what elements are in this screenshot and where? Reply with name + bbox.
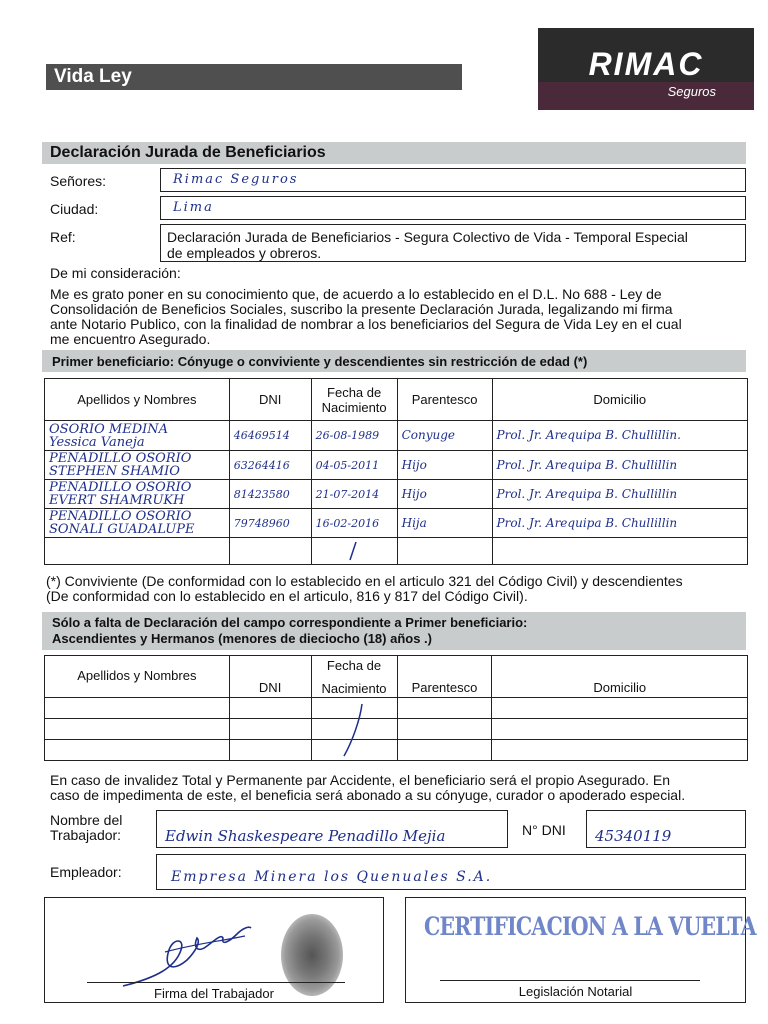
beneficiary-address-cell[interactable]: Prol. Jr. Arequipa B. Chullillin bbox=[492, 509, 747, 538]
beneficiary-name-cell[interactable] bbox=[45, 421, 230, 451]
beneficiary-name-cell[interactable] bbox=[45, 509, 230, 538]
logo-name: RIMAC bbox=[588, 46, 704, 82]
logo-subtitle: Seguros bbox=[667, 84, 716, 99]
rimac-logo bbox=[538, 28, 754, 110]
first-beneficiary-title: Primer beneficiario: Cónyuge o conviviente y descendientes sin restricción de edad (*) bbox=[52, 354, 588, 369]
worker-signature-box bbox=[44, 897, 384, 1003]
col-birth-header bbox=[311, 379, 397, 421]
ref-line-2: de empleados y obreros. bbox=[167, 245, 322, 261]
col-relation-header: Parentesco bbox=[397, 656, 492, 698]
second-beneficiary-section-bar bbox=[42, 612, 746, 650]
declaration-section-bar bbox=[42, 142, 746, 164]
footnote-line-1: (*) Conviviente (De conformidad con lo establecido en el articulo 321 del Código Civil) y descendientes bbox=[46, 573, 683, 589]
empty-cell[interactable] bbox=[397, 538, 492, 565]
col-dni-header: DNI bbox=[229, 379, 311, 421]
fingerprint-icon bbox=[281, 914, 343, 996]
name-line-2: Yessica Vaneja bbox=[49, 434, 145, 450]
first-beneficiary-footnote bbox=[46, 574, 750, 604]
col-birth-header-line1: Fecha de bbox=[327, 384, 382, 400]
beneficiary-dni-cell[interactable]: 81423580 bbox=[229, 480, 311, 509]
name-line-1: PENADILLO OSORIO bbox=[49, 480, 192, 495]
empty-cell[interactable] bbox=[397, 698, 492, 719]
invalidez-line-2: caso de impedimenta de este, el beneficia será abonado a su cónyuge, curador o apoderado especial. bbox=[50, 787, 686, 803]
empty-cell[interactable] bbox=[229, 719, 311, 740]
col-birth-header bbox=[311, 656, 397, 698]
empty-cell[interactable] bbox=[229, 538, 311, 565]
worker-name-field[interactable] bbox=[156, 810, 508, 848]
ciudad-value: Lima bbox=[173, 200, 214, 215]
empty-cell[interactable] bbox=[311, 538, 397, 565]
notary-box bbox=[405, 897, 756, 1003]
dni-label: N° DNI bbox=[522, 822, 566, 838]
table-row-empty bbox=[45, 740, 748, 761]
table-row bbox=[45, 480, 748, 509]
col-dni-header: DNI bbox=[229, 656, 311, 698]
name-line-1: OSORIO MEDINA bbox=[49, 421, 169, 437]
beneficiary-birth-cell[interactable]: 04-05-2011 bbox=[311, 451, 397, 480]
beneficiary-address-cell[interactable]: Prol. Jr. Arequipa B. Chullillin bbox=[492, 451, 747, 480]
declaration-body bbox=[50, 287, 750, 347]
employer-label: Empleador: bbox=[50, 864, 122, 880]
beneficiary-dni-cell[interactable]: 63264416 bbox=[229, 451, 311, 480]
empty-cell[interactable] bbox=[45, 538, 230, 565]
name-line-1: PENADILLO OSORIO bbox=[49, 509, 192, 524]
signature-line bbox=[87, 982, 345, 983]
employer-value: Empresa Minera los Quenuales S.A. bbox=[171, 869, 493, 885]
senores-value: Rimac Seguros bbox=[173, 172, 299, 187]
name-line-2: EVERT SHAMRUKH bbox=[49, 493, 185, 508]
empty-cell[interactable] bbox=[397, 719, 492, 740]
col-birth-header-line2: Nacimiento bbox=[321, 399, 387, 415]
worker-name-label-line1: Nombre del bbox=[50, 812, 123, 828]
empty-cell[interactable] bbox=[229, 698, 311, 719]
ciudad-field[interactable] bbox=[160, 196, 746, 220]
invalidez-line-1: En caso de invalidez Total y Permanente par Accidente, el beneficiario será el propio Asegurado. En bbox=[50, 772, 671, 788]
empty-cell[interactable] bbox=[45, 698, 230, 719]
beneficiary-name-cell[interactable] bbox=[45, 451, 230, 480]
notary-label: Legislación Notarial bbox=[518, 984, 633, 999]
employer-field[interactable] bbox=[156, 854, 746, 890]
table-row bbox=[45, 451, 748, 480]
empty-cell[interactable] bbox=[492, 740, 748, 761]
table-row bbox=[45, 509, 748, 538]
name-line-1: PENADILLO OSORIO bbox=[49, 451, 192, 466]
table-row-empty bbox=[45, 538, 748, 565]
ref-line-1: Declaración Jurada de Beneficiarios - Segura Colectivo de Vida - Temporal Especial bbox=[167, 229, 688, 245]
beneficiary-birth-cell[interactable]: 21-07-2014 bbox=[311, 480, 397, 509]
ref-label: Ref: bbox=[50, 229, 76, 245]
name-line-2: SONALI GUADALUPE bbox=[49, 522, 195, 537]
first-beneficiary-table bbox=[44, 378, 748, 565]
body-line-2: Consolidación de Beneficios Sociales, suscribo la presente Declaración Jurada, legalizando mi firma bbox=[50, 301, 673, 317]
empty-cell[interactable] bbox=[397, 740, 492, 761]
worker-dni-field[interactable] bbox=[586, 810, 746, 848]
empty-cell[interactable] bbox=[229, 740, 311, 761]
first-table-header bbox=[45, 379, 748, 421]
col-address-header: Domicilio bbox=[492, 379, 747, 421]
col-birth-header-line2: Nacimiento bbox=[321, 680, 387, 696]
worker-name-label-line2: Trabajador: bbox=[50, 827, 122, 843]
empty-cell[interactable] bbox=[45, 719, 230, 740]
worker-name-label bbox=[50, 813, 122, 843]
beneficiary-birth-cell[interactable]: 26-08-1989 bbox=[311, 421, 397, 451]
logo-band bbox=[538, 82, 754, 110]
col-birth-header-line1: Fecha de bbox=[326, 657, 382, 673]
empty-cell[interactable] bbox=[311, 698, 397, 719]
name-line-2: STEPHEN SHAMIO bbox=[49, 464, 180, 479]
beneficiary-relation-cell[interactable]: Conyuge bbox=[397, 421, 492, 451]
senores-field[interactable] bbox=[160, 168, 746, 192]
table-row-empty bbox=[45, 698, 748, 719]
body-line-4: me encuentro Asegurado. bbox=[50, 331, 211, 347]
empty-cell[interactable] bbox=[492, 538, 747, 565]
footnote-line-2: (De conformidad con lo establecido en el articulo, 816 y 817 del Código Civil). bbox=[46, 588, 528, 604]
beneficiary-relation-cell[interactable]: Hijo bbox=[397, 451, 492, 480]
certification-stamp: CERTIFICACION A LA VUELTA bbox=[424, 912, 756, 941]
beneficiary-relation-cell[interactable]: Hijo bbox=[397, 480, 492, 509]
beneficiary-dni-cell[interactable]: 79748960 bbox=[229, 509, 311, 538]
invalidez-paragraph bbox=[50, 773, 750, 803]
col-address-header: Domicilio bbox=[492, 656, 748, 698]
beneficiary-relation-cell[interactable]: Hija bbox=[397, 509, 492, 538]
col-relation-header: Parentesco bbox=[397, 379, 492, 421]
worker-signature-label: Firma del Trabajador bbox=[154, 986, 274, 1001]
col-name-header: Apellidos y Nombres bbox=[45, 656, 230, 698]
second-beneficiary-title-line2: Ascendientes y Hermanos (menores de dieciocho (18) años .) bbox=[52, 631, 433, 646]
senores-label: Señores: bbox=[50, 173, 107, 189]
beneficiary-birth-cell[interactable]: 16-02-2016 bbox=[311, 509, 397, 538]
declaration-section-title: Declaración Jurada de Beneficiarios bbox=[50, 144, 326, 161]
document-title: Vida Ley bbox=[54, 66, 132, 87]
beneficiary-name-cell[interactable] bbox=[45, 480, 230, 509]
beneficiary-address-cell[interactable]: Prol. Jr. Arequipa B. Chullillin bbox=[492, 480, 747, 509]
pen-stroke-mark bbox=[338, 702, 368, 760]
ref-box bbox=[160, 224, 746, 262]
col-name-header: Apellidos y Nombres bbox=[45, 379, 230, 421]
beneficiary-address-cell[interactable]: Prol. Jr. Arequipa B. Chullillin. bbox=[492, 421, 747, 451]
notary-line bbox=[440, 980, 700, 981]
document-title-bar bbox=[46, 64, 462, 90]
pen-stroke-mark bbox=[344, 540, 364, 562]
empty-cell[interactable] bbox=[45, 740, 230, 761]
body-line-1: Me es grato poner en su conocimiento que, de acuerdo a lo establecido en el D.L. No 688 - Ley de bbox=[50, 286, 662, 302]
empty-cell[interactable] bbox=[492, 719, 748, 740]
table-row bbox=[45, 421, 748, 451]
greeting: De mi consideración: bbox=[50, 265, 181, 281]
body-line-3: ante Notario Publico, con la finalidad de nombrar a los beneficiarios del Segura de Vida Ley en el cual bbox=[50, 316, 682, 332]
second-table-header bbox=[45, 656, 748, 698]
empty-cell[interactable] bbox=[492, 698, 748, 719]
second-beneficiary-title-line1: Sólo a falta de Declaración del campo correspondiente a Primer beneficiario: bbox=[52, 615, 528, 630]
table-row-empty bbox=[45, 719, 748, 740]
beneficiary-dni-cell[interactable]: 46469514 bbox=[229, 421, 311, 451]
second-beneficiary-table bbox=[44, 655, 748, 761]
ciudad-label: Ciudad: bbox=[50, 201, 99, 217]
worker-name-value: Edwin Shaskespeare Penadillo Mejia bbox=[165, 827, 446, 845]
first-beneficiary-section-bar bbox=[42, 350, 746, 372]
worker-dni-value: 45340119 bbox=[595, 827, 672, 845]
